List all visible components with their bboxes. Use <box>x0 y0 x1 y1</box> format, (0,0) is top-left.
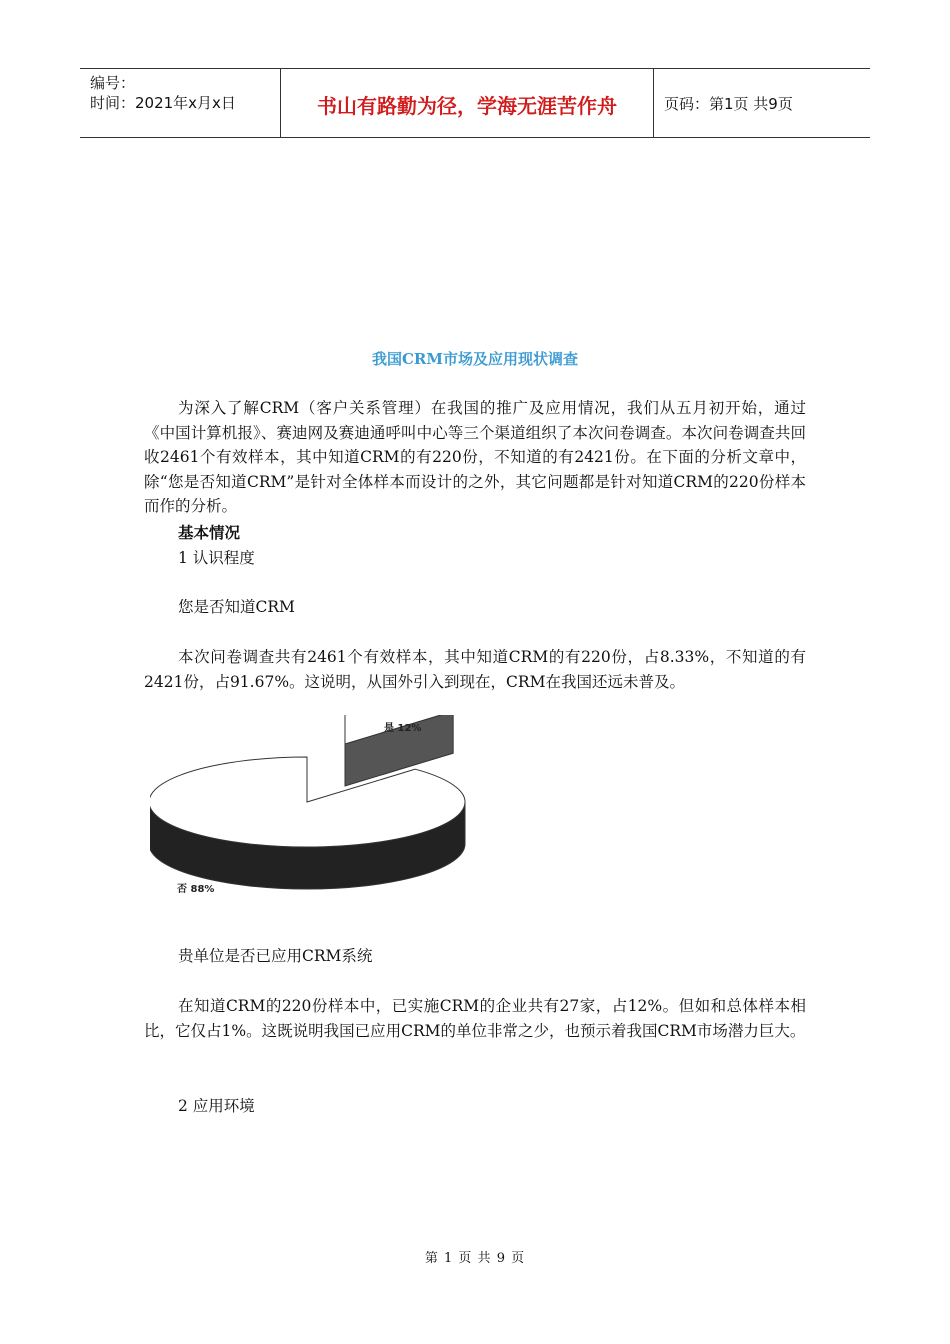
document-header <box>80 68 870 138</box>
pie-slice-no <box>150 757 465 847</box>
pie-label-no: 否 88% <box>177 884 215 895</box>
pie-chart-svg <box>150 715 480 900</box>
subsection-environment: 2 应用环境 <box>178 1097 255 1115</box>
header-time-label: 时间：2021年x月x日 <box>90 94 236 112</box>
header-meta <box>80 69 281 137</box>
document-title: 我国CRM市场及应用现状调查 <box>371 350 578 368</box>
pie-chart <box>150 715 480 900</box>
subsection-awareness: 1 认识程度 <box>178 549 255 567</box>
header-page-label: 页码：第1页 共9页 <box>664 94 793 113</box>
question-know-crm: 您是否知道CRM <box>178 598 295 616</box>
pie-label-yes: 是 12% <box>384 723 422 734</box>
answer-know-crm: 本次问卷调查共有2461个有效样本，其中知道CRM的有220份，占8.33%，不知道的有2421份，占91.67%。这说明，从国外引入到现在，CRM在我国还远未普及。 <box>144 648 806 691</box>
header-number-label: 编号： <box>90 74 136 92</box>
page-footer: 第 1 页 共 9 页 <box>424 1251 526 1266</box>
section-basic-heading: 基本情况 <box>178 523 241 542</box>
question-crm-applied: 贵单位是否已应用CRM系统 <box>178 947 373 965</box>
intro-paragraph: 为深入了解CRM（客户关系管理）在我国的推广及应用情况，我们从五月初开始，通过《中国计算机报》、赛迪网及赛迪通呼叫中心等三个渠道组织了本次问卷调查。本次问卷调查共回收2461个有效样本，其中知道CRM的有220份，不知道的有2421份。在下面的分析文章中，除“您是否知道CRM”是针对全体样本而设计的之外，其它问题都是针对知道CRM的220份样本而作的分析。 <box>144 399 806 515</box>
header-motto: 书山有路勤为径，学海无涯苦作舟 <box>281 69 654 137</box>
answer-crm-applied: 在知道CRM的220份样本中，已实施CRM的企业共有27家，占12%。但如和总体样本相比，它仅占1%。这既说明我国已应用CRM的单位非常之少，也预示着我国CRM市场潜力巨大。 <box>144 997 806 1040</box>
